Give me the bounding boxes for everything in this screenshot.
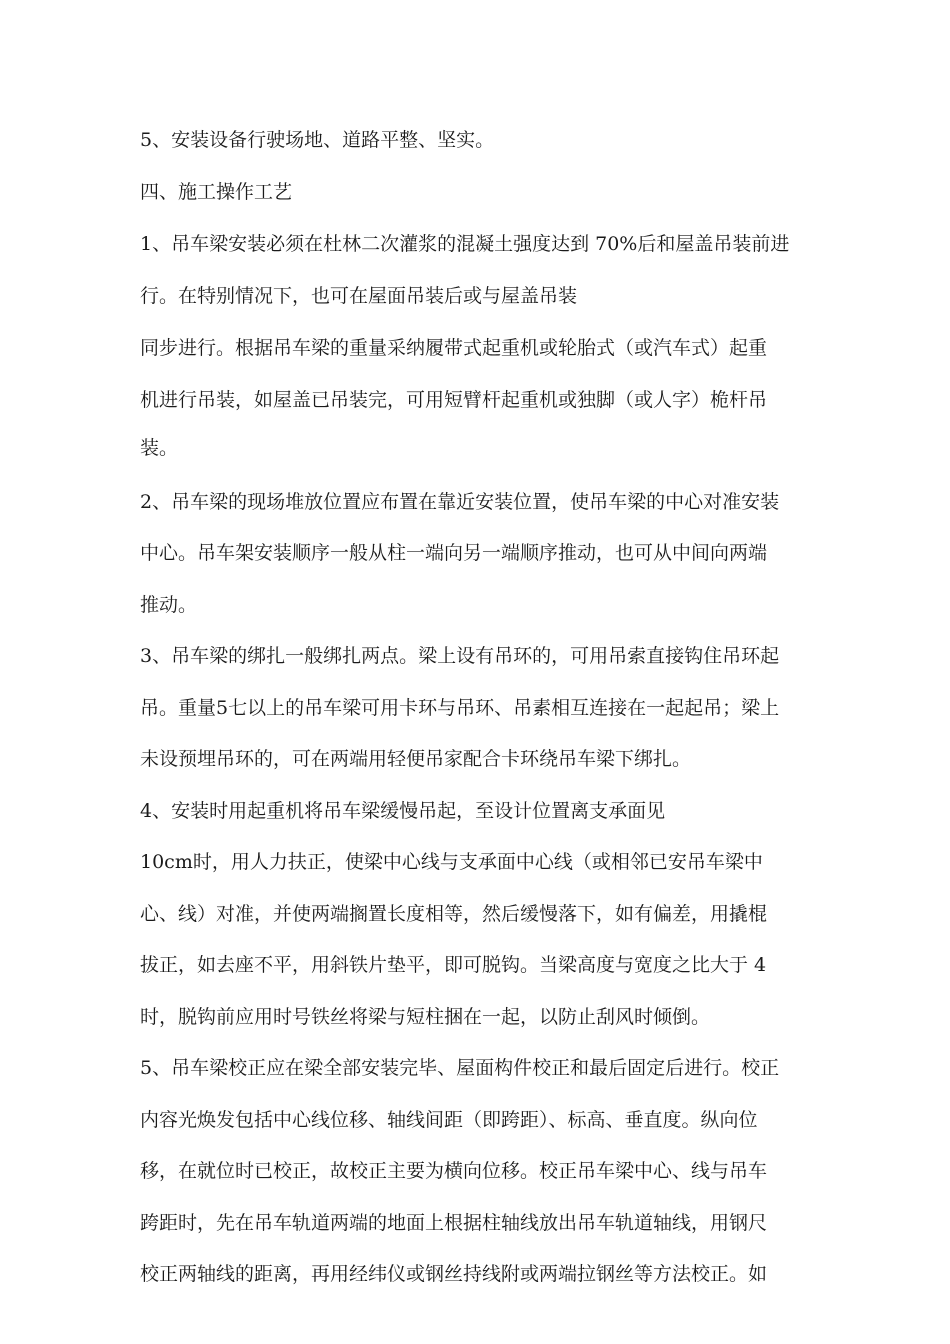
text-line: 行。在特别情况下，也可在屋面吊装后或与屋盖吊装	[140, 285, 578, 307]
text-line: 时，脱钩前应用时号铁丝将梁与短柱捆在一起，以防止刮风时倾倒。	[140, 1006, 711, 1028]
text-line: 吊。重量5七以上的吊车梁可用卡环与吊环、吊素相互连接在一起起吊；梁上	[140, 697, 780, 719]
text-line: 机进行吊装，如屋盖已吊装完，可用短臂杆起重机或独脚（或人字）桅杆吊	[140, 389, 768, 411]
text-line: 校正两轴线的距离，再用经纬仪或钢丝持线附或两端拉钢丝等方法校正。如	[140, 1263, 768, 1285]
text-line: 3、吊车梁的绑扎一般绑扎两点。梁上设有吊环的，可用吊索直接钩住吊环起	[140, 645, 780, 667]
text-line: 1、吊车梁安装必须在杜林二次灌浆的混凝土强度达到 70%后和屋盖吊装前进	[140, 233, 790, 255]
text-line: 未设预埋吊环的，可在两端用轻便吊家配合卡环绕吊车梁下绑扎。	[140, 748, 692, 770]
text-line: 中心。吊车架安装顺序一般从柱一端向另一端顺序推动，也可从中间向两端	[140, 542, 768, 564]
text-line: 推动。	[140, 594, 198, 616]
section-heading: 四、施工操作工艺	[140, 181, 293, 203]
text-line: 移，在就位时已校正，故校正主要为横向位移。校正吊车梁中心、线与吊车	[140, 1160, 768, 1182]
text-line: 心、线）对准，并使两端搁置长度相等，然后缓慢落下，如有偏差，用撬棍	[140, 903, 768, 925]
text-line: 10cm时，用人力扶正，使梁中心线与支承面中心线（或相邻已安吊车梁中	[140, 851, 763, 873]
text-line: 跨距时，先在吊车轨道两端的地面上根据柱轴线放出吊车轨道轴线，用钢尺	[140, 1212, 768, 1234]
text-line: 装。	[140, 437, 179, 459]
text-line: 内容光焕发包括中心线位移、轴线间距（即跨距）、标高、垂直度。纵向位	[140, 1109, 758, 1131]
text-line: 同步进行。根据吊车梁的重量采纳履带式起重机或轮胎式（或汽车式）起重	[140, 337, 768, 359]
text-line: 2、吊车梁的现场堆放位置应布置在靠近安装位置，使吊车梁的中心对准安装	[140, 491, 780, 513]
text-line: 4、安装时用起重机将吊车梁缓慢吊起，至设计位置离支承面见	[140, 800, 666, 822]
text-line: 拔正，如去座不平，用斜铁片垫平，即可脱钩。当梁高度与宽度之比大于 4	[140, 954, 767, 976]
text-line: 5、安装设备行驶场地、道路平整、坚实。	[140, 129, 495, 151]
text-line: 5、吊车梁校正应在梁全部安装完毕、屋面构件校正和最后固定后进行。校正	[140, 1057, 780, 1079]
